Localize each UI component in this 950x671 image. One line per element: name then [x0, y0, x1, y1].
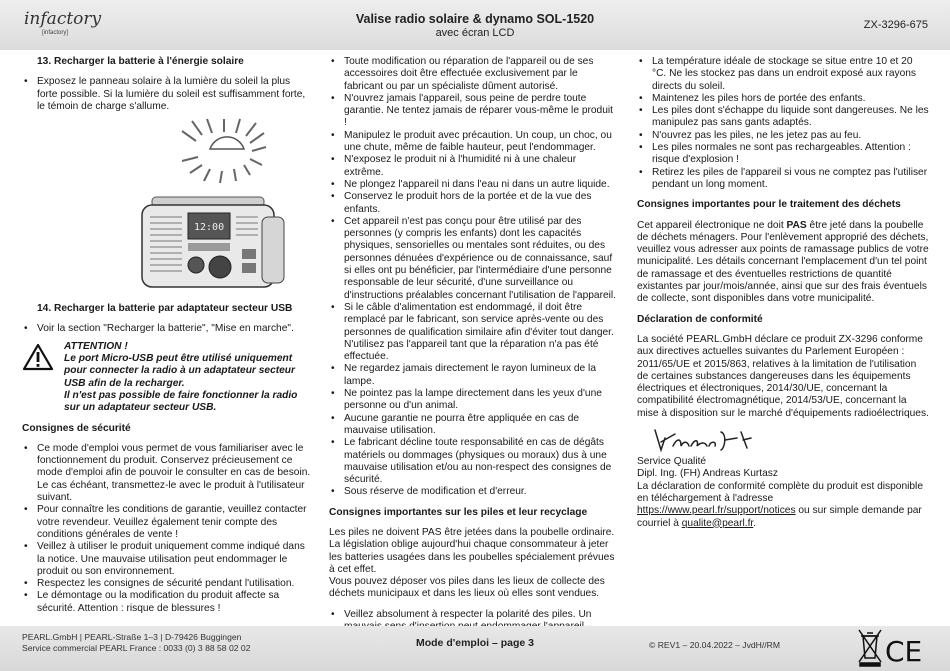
solar-radio-illustration	[132, 119, 332, 297]
list-item: • Les piles normales ne sont pas rechargeables. Attention : risque d'explosion !	[637, 142, 929, 167]
list-item: • N'ouvrez jamais l'appareil, sous peine de perdre toute garantie. Ne tentez jamais de réparer vous-même le produit !	[329, 93, 618, 130]
disposal-heading: Consignes importantes pour le traitement des déchets	[637, 199, 901, 211]
notices-link[interactable]: https://www.pearl.fr/support/notices	[637, 505, 796, 517]
ce-mark: CE	[885, 635, 923, 668]
list-item: • Ce mode d'emploi vous permet de vous familiariser avec le fonctionnement du produit. Conservez précieusement ce mode d'emploi afin de pouvoir le consulter en cas de besoin. Le cas échéant, transmettez-le avec le produit à l'utilisateur suivant.	[22, 443, 312, 504]
list-item: • La température idéale de stockage se situe entre 10 et 20 °C. Ne les stockez pas dans un endroit exposé aux rayons directs du soleil.	[637, 56, 929, 93]
list-item: • Les piles dont s'échappe du liquide sont dangereuses. Ne les manipulez pas sans gants adaptés.	[637, 105, 929, 130]
list-item: • Si le câble d'alimentation est endommagé, il doit être remplacé par le fabricant, son service après-vente ou des personnes de qualification similaire afin d'éviter tout danger. N'utilisez pas l'appareil tant que la réparation n'a pas été effectuée.	[329, 302, 618, 363]
list-item: • Sous réserve de modification et d'erreur.	[329, 486, 618, 498]
list-item: • Le fabricant décline toute responsabilité en cas de dégâts matériels ou dommages (physiques ou moraux) dus à une mauvaise utilisation et/ou au non-respect des consignes de sécurité.	[329, 437, 618, 486]
battery-paragraph-2: Vous pouvez déposer vos piles dans les lieux de collecte des déchets municipaux et dans les lieux où elles sont vendues.	[329, 576, 605, 600]
document-title: Valise radio solaire & dynamo SOL-1520	[355, 12, 595, 26]
battery-paragraph: Les piles ne doivent PAS être jetées dans la poubelle ordinaire. La législation oblige aujourd'hui chaque consommateur à jeter les batteries usagées dans les poubelles spécialement prévues à cet effet.	[329, 526, 615, 575]
logo-wordmark: infactory	[24, 9, 102, 29]
warning-icon	[22, 343, 54, 371]
compliance-marks	[858, 628, 930, 668]
list-item: • Respectez les consignes de sécurité pendant l'utilisation.	[22, 578, 312, 590]
list-item: • Retirez les piles de l'appareil si vous ne comptez pas l'utiliser pendant un long moment.	[637, 167, 929, 192]
attention-text: Le port Micro-USB peut être utilisé uniquement pour connecter la radio à un adaptateur secteur USB afin de la recharger.	[64, 353, 295, 389]
list-item: • Voir la section "Recharger la batterie", "Mise en marche".	[22, 323, 312, 335]
conformity-heading: Déclaration de conformité	[637, 313, 763, 325]
list-item: • Ne regardez jamais directement le rayon lumineux de la lampe.	[329, 363, 618, 388]
page-number: Mode d'emploi – page 3	[415, 637, 535, 649]
email-link[interactable]: qualite@pearl.fr	[681, 517, 754, 529]
list-item: • Le démontage ou la modification du produit affecte sa sécurité. Attention : risque de blessures !	[22, 590, 312, 615]
list-item: • Cet appareil n'est pas conçu pour être utilisé par des personnes (y compris les enfants) dont les capacités physiques, sensorielles ou mentales sont réduites, ou des personnes dénuées d'expérience ou de connaissance, sauf si elles ont pu bénéficier, par l'intermédiaire d'une personne responsable de leur sécurité, d'une surveillance ou d'instructions préalables concernant l'utilisation de l'appareil.	[329, 216, 618, 302]
column-2	[329, 56, 618, 646]
radio-device	[142, 197, 284, 287]
list-item: • Manipulez le produit avec précaution. Un coup, un choc, ou une chute, même de faible hauteur, peut l'endommager.	[329, 130, 618, 155]
list-item: • Veillez absolument à respecter la polarité des piles. Un	[329, 609, 618, 646]
conformity-paragraph: La société PEARL.GmbH déclare ce produit ZX-3296 conforme aux directives actuelles suivantes du Parlement Européen : 2011/65/UE et 2015/863, relatives à la limitation de l'utilisation de certaines substances dangereuses dans les équipements électriques et électroniques, 2014/30/UE, concernant la compatibilité électromagnétique, 2014/53/UE, concernant la mise à disposition sur le marché d'équipements radioélectriques.	[637, 333, 929, 419]
footer-line-2: Service commercial PEARL France : 0033 (0) 3 88 58 02 02	[22, 642, 251, 653]
signature-line-1: Service Qualité	[637, 456, 707, 468]
attention-box	[22, 341, 312, 415]
list-item: • Exposez le panneau solaire à la lumière du soleil la plus forte possible. Si la lumière du soleil est suffisamment forte, le témoin de charge s'allume.	[22, 76, 312, 113]
logo-subtext: [infactory]	[42, 30, 69, 36]
attention-title: ATTENTION !	[64, 340, 128, 352]
section-13-heading: 13. Recharger la batterie à l'énergie solaire	[37, 56, 244, 67]
revision-info: © REV1 – 20.04.2022 – JvdH//RM	[649, 640, 781, 650]
list-item: • N'exposez le produit ni à l'humidité ni à une chaleur extrême.	[329, 154, 618, 179]
sun-icon	[182, 119, 266, 183]
list-item: • Veillez à utiliser le produit uniquement comme indiqué dans la notice. Une mauvaise utilisation peut endommager le produit ou son environnement.	[22, 541, 312, 578]
footer-line-1: PEARL.GmbH | PEARL-Straße 1–3 | D-79426 Buggingen	[22, 632, 242, 642]
weee-bin-icon	[859, 630, 881, 666]
disposal-paragraph: Cet appareil électronique ne doit PAS être jeté dans la poubelle de déchets ménagers. Pour l'enlèvement approprié des déchets, veuillez vous adresser aux points de ramassage publics de votre municipalité. Les détails concernant l'emplacement d'un tel point de ramassage et des éventuelles restrictions de quantité existantes par jour/mois/année, ainsi que sur des frais éventuels de collecte, sont disponibles dans votre municipalité.	[637, 219, 929, 305]
list-item: • Aucune garantie ne pourra être appliquée en cas de mauvaise utilisation.	[329, 413, 618, 438]
list-item: • Conservez le produit hors de la portée et de la vue des enfants.	[329, 191, 618, 216]
document-subtitle: avec écran LCD	[435, 27, 515, 39]
product-code: ZX-3296-675	[863, 19, 928, 31]
list-item: • Pour connaître les conditions de garantie, veuillez contacter votre revendeur. Veuillez également tenir compte des conditions générales de vente !	[22, 504, 312, 541]
list-item: • N'ouvrez pas les piles, ne les jetez pas au feu.	[637, 130, 929, 142]
signature	[651, 424, 771, 454]
lcd-display: 12:00	[194, 222, 225, 234]
safety-heading: Consignes de sécurité	[22, 422, 131, 434]
signature-line-2: Dipl. Ing. (FH) Andreas Kurtasz	[637, 468, 778, 480]
column-1	[22, 56, 312, 615]
list-item: • Toute modification ou réparation de l'appareil ou de ses accessoires doit être effectuée exclusivement par le fabricant ou par un spécialiste dûment autorisé.	[329, 56, 618, 93]
attention-text-2: Il n'est pas possible de faire fonctionner la radio sur un adaptateur secteur USB.	[64, 389, 298, 414]
list-item: • Ne pointez pas la lampe directement dans les yeux d'une personne ou d'un animal.	[329, 388, 618, 413]
list-item: • Ne plongez l'appareil ni dans l'eau ni dans un autre liquide.	[329, 179, 618, 191]
column-3	[637, 56, 929, 530]
list-item: • Maintenez les piles hors de portée des enfants.	[637, 93, 929, 105]
battery-heading: Consignes importantes sur les piles et leur recyclage	[329, 506, 588, 518]
download-paragraph: La déclaration de conformité complète du produit est disponible en téléchargement à l'adresse https://www.pearl.fr/support/notices ou sur simple demande par courriel à qualite@pearl.fr.	[637, 480, 923, 529]
section-14-heading: 14. Recharger la batterie par adaptateur secteur USB	[37, 303, 293, 315]
